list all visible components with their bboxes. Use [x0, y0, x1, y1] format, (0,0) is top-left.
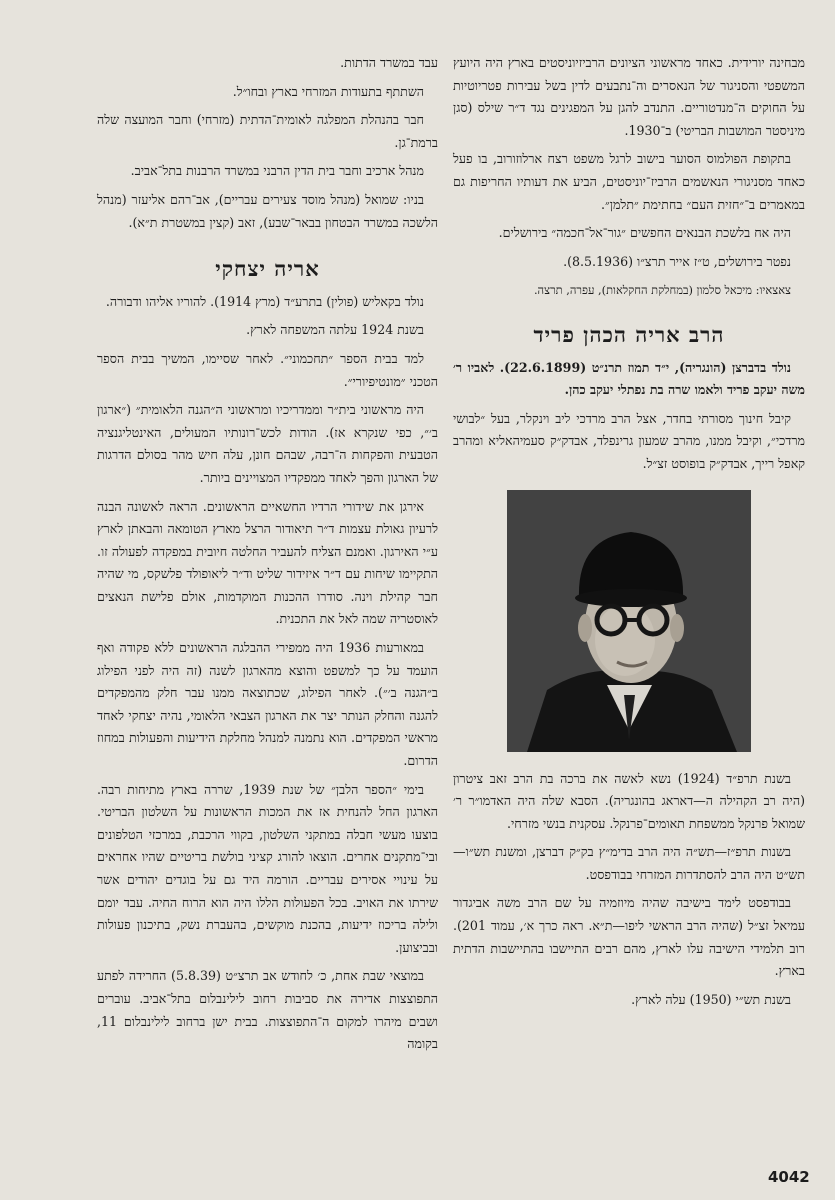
paragraph: למד בבית הספר ״תחכמוני״. לאחר שסיימו, המשיך בבית הספר הטכני ״מונטיפיורי״. [97, 350, 438, 389]
biography-heading: אריה יצחקי [215, 256, 320, 282]
right-column [453, 52, 805, 1017]
paragraph: עבד במשרד הדתות. [340, 55, 438, 70]
paragraph: השתתף בתעודות המזרחי בארץ ובחו״ל. [232, 83, 424, 99]
paragraph: בימי ״הספר הלבן״ של שנת 1939, שררה בארץ מתיחות רבה. הארגון החל להנחית אז את המכות הראשונות על השלטון הבריטי. בוצעו מעשי חבלה במתקני השלטון, בקווי הרכבת, במרכזי הטלפונים ובי־מתקנים אחרים. הוצאו להורג קציני בולשת בריטיים שהיו אחראים על עינויי אסירים עבריים. הורמה היד גם על בוגדים יהודים אשר שירתו את האויב. בכל הפעולות הללו היה הוא הרוח החיה. עבד יומם ולילה בריכוז ידיעות, בהכנת מוקשים, בהעברת נשק, בתיכנון פעולות ובביצוען. [97, 781, 438, 955]
paragraph: בשנת תרפ״ד (1924) נשא לאשה את ברכה בת הרב זאב ציטרון (היה רב הקהילה ה—דאראג בהונגריה). הסבא שלה היה האדמו״ר ר׳ שמואל פרנקל ממשפחת תאומים־פרנקל. עסקנית בנשי מזרחי. [453, 770, 805, 831]
paragraph: במאורעות 1936 היה ממפירי ההבלגה הראשונים ללא פקודה ואף הועמד על כך למשפט והוצא מהארגון לשנה (זה היה לפני הפילוג ב״הגנה ב׳״). לאחר הפילוג, שכתוצאה ממנו עבר חלק מהמפקדים להגנה והחלק הנותר יצר את הארגון הצבאי הלאומי, נהיה יצחקי לאחד מראשי המפקדים. הוא נתמנה למנהל מחלקת הידיעות והפעולות במחוז הדרום. [97, 640, 438, 769]
left-column [97, 52, 438, 1062]
paragraph: מבחינה יורידית. כאחד מראשוני הציונים הרביזיוניסטים בארץ היה היועץ המשפטי והסניגור של הנאסרים וה־נתבעים לדין בשל עבירות פטריוטיות על החוקים ה־מנדטוריים. התנדב להגן על המפגינים נגד ד״ר שילס (סגן מיניסטר המושבות הבריטי) ב־1930. [453, 55, 805, 138]
paragraph: נפטר בירושלים, ט״ז אייר תרצ״ו (8.5.1936). [563, 253, 791, 269]
paragraph: קיבל חינוך מסורתי בחדר, אצל הרב מרדכי ליב וינקלר, בעל ״לבושי מרדכי״, וקיבל ממנו, מהרב שמעון גרינפלד, אבדק״ק סעמיהאליא ומהרב קאפל רייך, אבדק״ק בופוסט זצ״ל. [453, 410, 805, 471]
paragraph: בתקופת הפולמוס הסוער בישוב לרגל משפט רצח ארלוזורוב, בו פעל כאחד מסניגורי הנאשמים הרביז־יוניסטים, הביע את דעותיו החריפות גם במאמרים ב־״חזית העם״ בחתימת ״תלמן״. [453, 151, 805, 212]
paragraph: חבר בהנהלת המפלגה לאומית־הדתית (מזרחי) וחבר המועצה שלה ברמת־גן. [97, 112, 438, 150]
paragraph: היה אח בלשכת הבנאים החפשים ״גור־אל־חכמה״ בירושלים. [498, 225, 791, 241]
paragraph: אירגן את שידורי הרדיו החשאיים הראשונים. הראה לאשונה הבנה לרעיון גאולת עצמות ד״ר תיאודור הרצל מארץ הטומאה והבאתן לארץ ע״י האירגון. ואמנם הצליח להעביר החלטה חיובית במפקדה לפעולה זו. התקיימו שיחות עם ד״ר איזידור שליט וד״ר ליאופולד פלשקס, מי שהיה חבר קהילת וינה. סודרו ההכנות המוקדמות, אולם פלישת הנאצים לאוסטריה שמה לאל את התכנית. [97, 498, 438, 627]
paragraph: נולד בקאליש (פולין) בתרע״ד (מרץ 1914). להוריו אליהו ודבורה. [105, 293, 424, 309]
paragraph: היה מראשוני בית״ר וממדריכיו ומראשוני ה״הגנה הלאומית״ (״ארגון ב׳״, כפי שנקרא אז). הודות לכש־רונותיו המעולים, האינטליגנציה הטבעית והפקחות ה־רבה, שבהם חונן, עלה חיש מהר בסולם הדרגות של הארגון והפך לאחד ממפקדיו המצויינים ביותר. [97, 402, 438, 485]
portrait-photo [507, 490, 751, 752]
paragraph: בשנת 1924 עלתה המשפחה לארץ. [246, 322, 424, 338]
paragraph: נולד בדברצן (הונגריה), י״ד תמוז תרנ״ט (22.6.1899). לאביו ר׳ משה יעקב פריד ולאמו שרה בת נפתלי יעקב כהן. [453, 359, 805, 398]
paragraph: צאצאיו: מיכאל סלמון (במחלקת החקלאות), עפרה, תרצה. [533, 283, 791, 298]
paragraph: בשנות תרפ״ז—תש״ה היה הרב בדימ״ץ בק״ק דברצן, ומשנת תש״ו—תש״ט היה הרב להסתדרות המזרחי בבודפסט. [453, 844, 805, 882]
paragraph: בניו: שמואל (מנהל מוסד צעירים עבריים), אב־רהם אליעזר (מנהל הלשכה במשרד הבטחון בבאר־שבע), זאב (קצין במשטרת ת״א). [97, 191, 438, 230]
biography-heading: הרב אריה הכהן פריד [533, 321, 725, 347]
paragraph: במוצאי שבת אחת, כ׳ לחודש אב תרצ״ט (5.8.39) החרידה לפתע התפוצצות אדירה את סביבות רחוב לילינבלום בתל־אביב. עוברים ושבים מיהרו למקום ה־התפוצצות. בבית ישן ברחוב לילינבלום 11, בקומה [97, 968, 438, 1052]
paragraph: בבודפסט לימד בישיבה שהיה מיוזמיה על שם הרב משה אביגדור עמיאל זצ״ל (שהיה הרב הראשי ליפו—ת״א. ראה כרך א׳, עמוד 201). רוב תלמידי הישיבה עלו לארץ, מהם רבים התיישבו בהתיישבות הדתית בארץ. [453, 895, 805, 979]
portrait-image [507, 490, 751, 752]
paragraph: בשנת תש״י (1950) עלה לארץ. [631, 991, 791, 1007]
page-number: 4042 [768, 1168, 810, 1186]
paragraph: מנהל ארכיב וחבר בית הדין הרבני במשרד הרבנות בתל־אביב. [130, 163, 424, 179]
